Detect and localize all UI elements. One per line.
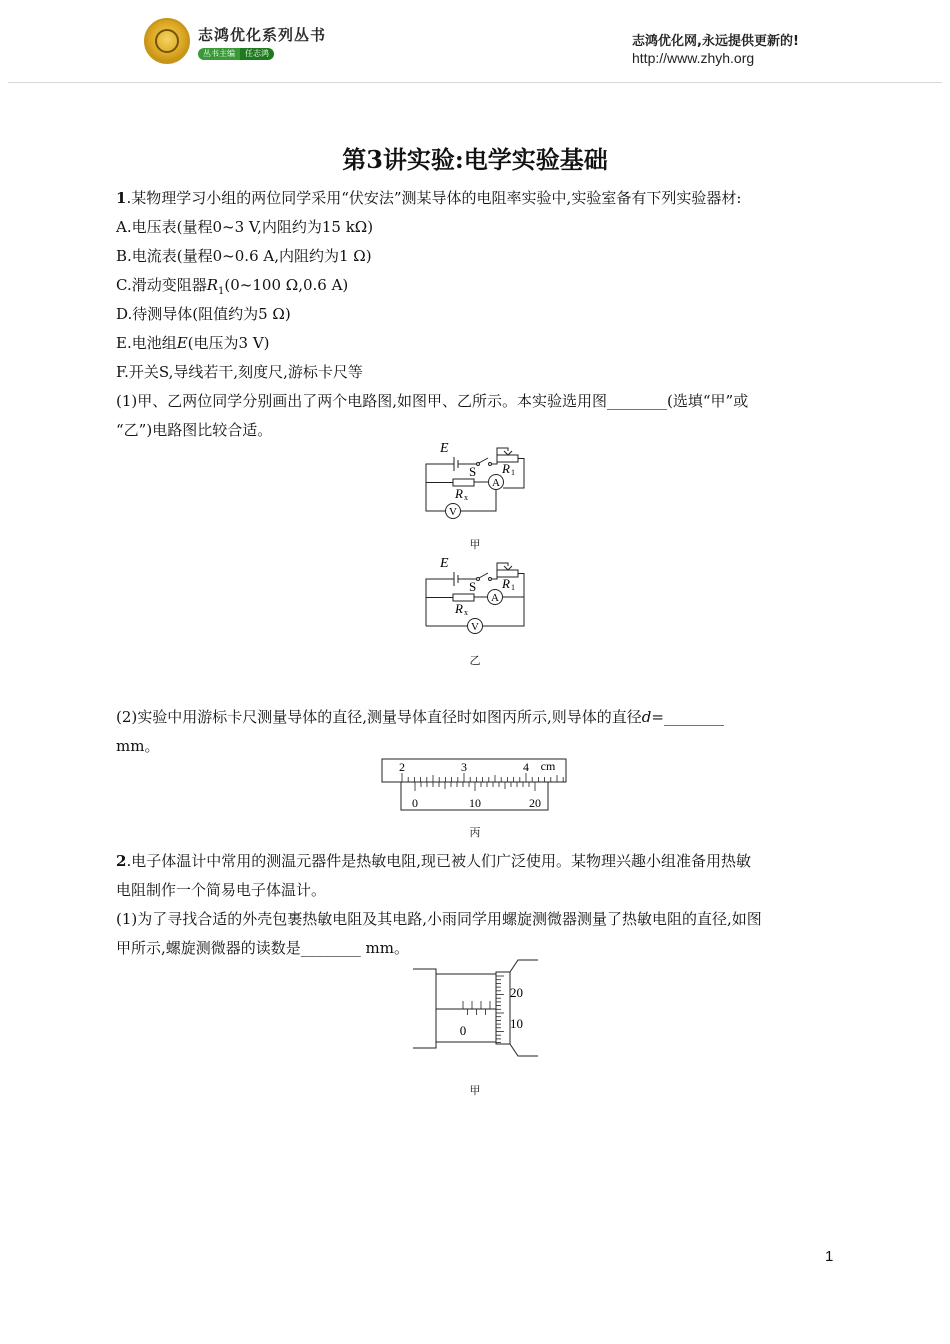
q1-number: 1 xyxy=(116,189,127,207)
q2-stem-text: .电子体温计中常用的测温元器件是热敏电阻,现已被人们广泛使用。某物理兴趣小组准备用热敏 xyxy=(126,852,751,870)
fig-b-caption: 乙 xyxy=(469,654,481,667)
q1-item-f: F.开关S,导线若干,刻度尺,游标卡尺等 xyxy=(116,363,363,381)
circuit-diagram-a xyxy=(418,436,534,522)
q1-item-d: D.待测导体(阻值约为5 Ω) xyxy=(116,305,291,323)
micrometer-thimble-label-20: 20 xyxy=(510,985,523,1000)
header-divider xyxy=(8,82,942,83)
q1-item-c-text: C.滑动变阻器 xyxy=(116,276,207,294)
header-url[interactable]: http://www.zhyh.org xyxy=(632,50,755,66)
q2-stem-line1 xyxy=(116,851,751,871)
fig-a-caption: 甲 xyxy=(469,538,481,551)
q1-part1-line1: (1)甲、乙两位同学分别画出了两个电路图,如图甲、乙所示。本实验选用图________(选填“甲”或 xyxy=(116,392,749,410)
page-title: 第3讲实验:电学实验基础 xyxy=(342,145,608,174)
q1-part2-line1 xyxy=(116,707,724,727)
q1-item-e-tail: (电压为3 V) xyxy=(187,334,270,352)
q1-item-c-tail: (0~100 Ω,0.6 A) xyxy=(224,276,349,294)
q1-item-e xyxy=(116,333,270,353)
fig-c-caption: 丙 xyxy=(469,826,481,839)
caliper-vernier-label-10: 10 xyxy=(469,796,481,810)
circuit-a-ammeter: A xyxy=(492,477,500,489)
circuit-b-ammeter: A xyxy=(491,592,499,604)
caliper-main-label-4: 4 xyxy=(523,760,529,774)
q2-number: 2 xyxy=(116,852,127,870)
editor-badge xyxy=(198,48,274,60)
q2-fig-caption: 甲 xyxy=(469,1084,481,1097)
caliper-vernier-label-0: 0 xyxy=(412,796,418,810)
micrometer-figure xyxy=(410,954,542,1062)
q1-stem-text: .某物理学习小组的两位同学采用“伏安法”测某导体的电阻率实验中,实验室备有下列实验器材: xyxy=(126,189,742,207)
circuit-b-S: S xyxy=(469,579,477,594)
publisher-logo xyxy=(144,18,190,64)
q1-stem xyxy=(116,188,741,208)
caliper-main-label-2: 2 xyxy=(399,760,405,774)
q2-part1-line1: (1)为了寻找合适的外壳包裹热敏电阻及其电路,小雨同学用螺旋测微器测量了热敏电阻的直径,如图 xyxy=(116,910,762,928)
caliper-vernier-label-20: 20 xyxy=(529,796,541,810)
q2-stem-line2: 电阻制作一个简易电子体温计。 xyxy=(116,881,327,899)
circuit-b-R1-sub: 1 xyxy=(511,583,515,592)
q2-part1-line2: 甲所示,螺旋测微器的读数是________ mm。 xyxy=(116,939,409,957)
q1-part1-line2: “乙”)电路图比较合适。 xyxy=(116,421,273,439)
circuit-a-E: E xyxy=(440,441,449,456)
series-title: 志鸿优化系列丛书 xyxy=(198,26,327,44)
caliper-main-label-3: 3 xyxy=(461,760,467,774)
circuit-a-Rx: R xyxy=(455,486,463,501)
q1-item-a: A.电压表(量程0~3 V,内阻约为15 kΩ) xyxy=(116,218,374,236)
q1-item-c-sub: 1 xyxy=(218,286,225,297)
circuit-a-Rx-sub: x xyxy=(464,493,468,502)
header-slogan: 志鸿优化网,永远提供更新的! xyxy=(632,34,799,49)
q1-item-c-r: R xyxy=(206,276,219,294)
caliper-unit: cm xyxy=(540,759,556,773)
editor-label: 丛书主编 xyxy=(198,48,240,60)
circuit-b-voltmeter: V xyxy=(471,621,479,633)
q1-part2-text: (2)实验中用游标卡尺测量导体的直径,测量导体直径时如图丙所示,则导体的直径 xyxy=(116,708,642,726)
circuit-a-voltmeter: V xyxy=(449,506,457,518)
page-number: 1 xyxy=(825,1248,834,1265)
micrometer-thimble-label-10: 10 xyxy=(510,1016,523,1031)
q1-part2-blank: =________ xyxy=(651,708,724,726)
q1-part2-d: d xyxy=(641,708,652,726)
q1-item-e-text: E.电池组 xyxy=(116,334,177,352)
circuit-b-Rx: R xyxy=(455,601,463,616)
circuit-b-Rx-sub: x xyxy=(464,608,468,617)
vernier-caliper-figure xyxy=(380,756,570,814)
circuit-diagram-b xyxy=(418,551,534,637)
circuit-a-R1-sub: 1 xyxy=(511,468,515,477)
circuit-a-R1: R xyxy=(502,461,510,476)
circuit-b-R1: R xyxy=(502,576,510,591)
q1-item-e-sym: E xyxy=(176,334,188,352)
circuit-b-E: E xyxy=(440,556,449,571)
micrometer-sleeve-label: 0 xyxy=(459,1023,467,1038)
q1-item-b: B.电流表(量程0~0.6 A,内阻约为1 Ω) xyxy=(116,247,372,265)
q1-part2-line2: mm。 xyxy=(116,737,160,755)
editor-name: 任志鸿 xyxy=(240,48,274,60)
circuit-a-S: S xyxy=(469,464,477,479)
q1-item-c xyxy=(116,275,348,302)
